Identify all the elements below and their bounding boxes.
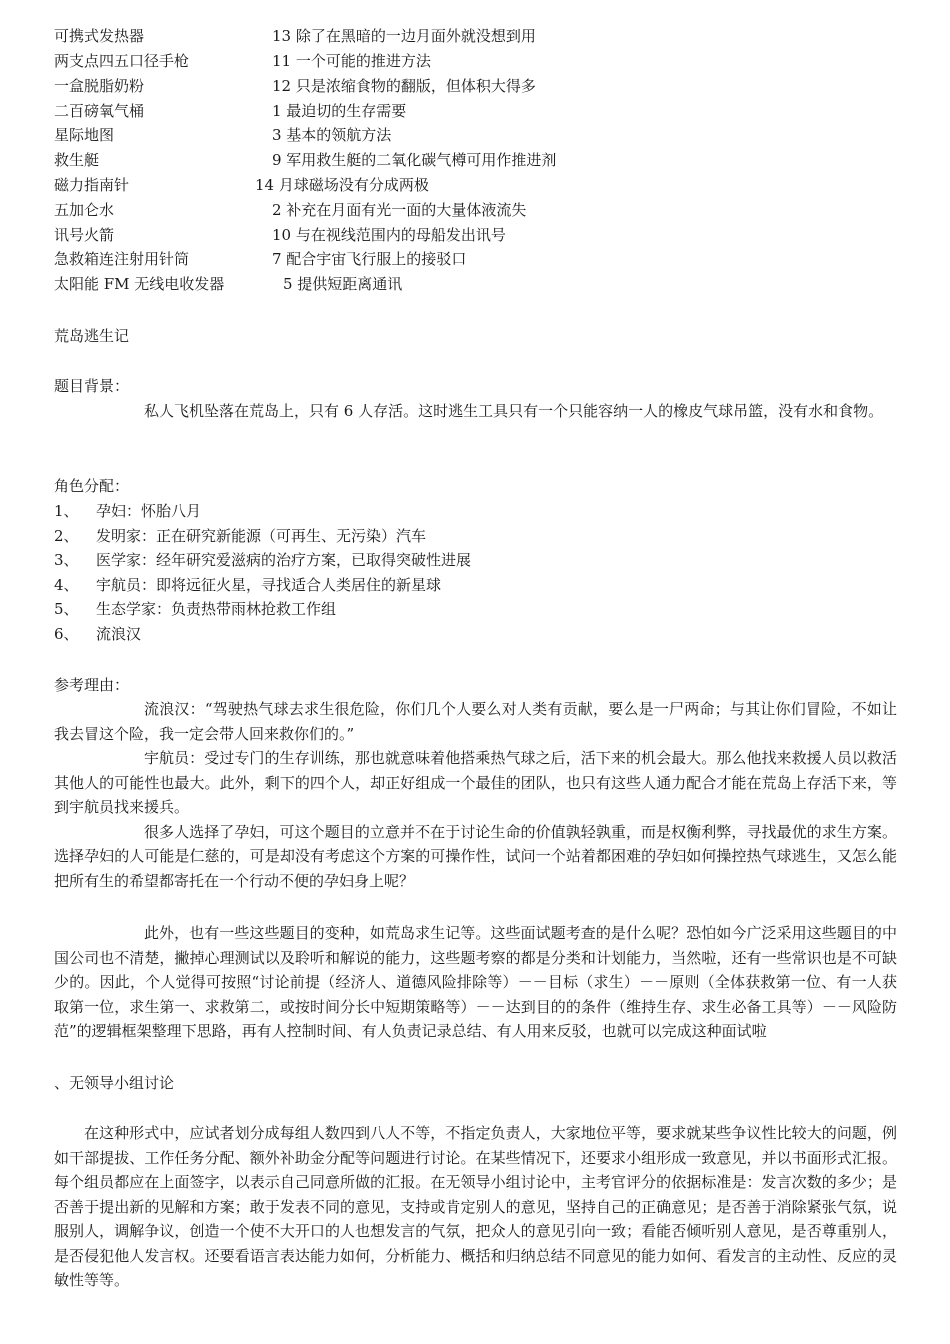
role-number: 2、	[54, 526, 79, 545]
item-score: 7 配合宇宙飞行服上的接驳口	[272, 250, 467, 268]
item-score: 12 只是浓缩食物的翻版，但体积大得多	[272, 77, 536, 95]
item-name: 急救箱连注射用针筒	[54, 250, 190, 268]
item-name: 讯号火箭	[54, 226, 115, 244]
roles-list	[54, 499, 471, 646]
reasons-heading: 参考理由：	[54, 676, 130, 694]
item-score: 11 一个可能的推进方法	[272, 52, 431, 70]
reason-paragraph: 很多人选择了孕妇，可这个题目的立意并不在于讨论生命的价值孰轻孰重，而是权衡利弊，寻找最优的求生方案。选择孕妇的人可能是仁慈的，可是却没有考虑这个方案的可操作性，试问一个站着都困难的孕妇如何操控热气球逃生，又怎么能把所有生的希望都寄托在一个行动不便的孕妇身上呢？	[54, 822, 897, 890]
summary-block	[54, 921, 897, 1044]
role-text: 发明家：正在研究新能源（可再生、无污染）汽车	[96, 526, 427, 545]
item-name: 磁力指南针	[54, 176, 130, 194]
role-text: 宇航员：即将远征火星，寻找适合人类居住的新星球	[96, 575, 442, 594]
item-score: 2 补充在月面有光一面的大量体液流失	[272, 201, 527, 219]
role-text: 医学家：经年研究爱滋病的治疗方案，已取得突破性进展	[96, 551, 472, 569]
item-name: 救生艇	[54, 151, 100, 169]
background-text-block	[54, 399, 897, 424]
reason-paragraph: 宇航员：受过专门的生存训练，那也就意味着他搭乘热气球之后，活下来的机会最大。那么他找来救援人员以救活其他人的可能性也最大。此外，剩下的四个人，却正好组成一个最佳的团队，也只有这些人通力配合才能在荒岛上存活下来，等到宇航员找来援兵。	[54, 749, 897, 816]
item-score: 5 提供短距离通讯	[283, 275, 403, 293]
list-item	[54, 499, 471, 524]
summary-paragraph: 此外，也有一些这些题目的变种，如荒岛求生记等。这些面试题考查的是什么呢？恐怕如今广泛采用这些题目的中国公司也不清楚，撇掉心理测试以及聆听和解说的能力，这些题考察的都是分类和计划能力，当然啦，还有一些常识也是不可缺少的。因此，个人觉得可按照“讨论前提（经济人、道德风险排除等）－－目标（求生）－－原则（全体获救第一位、有一人获取第一位，求生第一、求救第二，或按时间分长中短期策略等）－－达到目的的条件（维持生存、求生必备工具等）－－风险防范”的逻辑框架整理下思路，再有人控制时间、有人负责记录总结、有人用来反驳，也就可以完成这种面试啦	[54, 924, 897, 1040]
list-item	[54, 622, 471, 647]
section-title: 荒岛逃生记	[54, 327, 130, 345]
item-name: 一盒脱脂奶粉	[54, 77, 145, 95]
background-heading: 题目背景：	[54, 377, 130, 395]
role-text: 流浪汉	[96, 624, 142, 643]
item-name: 太阳能 FM 无线电收发器	[54, 275, 225, 293]
item-name: 两支点四五口径手枪	[54, 52, 190, 70]
item-score: 9 军用救生艇的二氧化碳气樽可用作推进剂	[272, 151, 557, 169]
role-number: 5、	[54, 600, 79, 618]
role-number: 6、	[54, 624, 79, 643]
item-score: 13 除了在黑暗的一边月面外就没想到用	[272, 27, 536, 45]
list-item	[54, 548, 471, 573]
group-block	[54, 1121, 897, 1293]
roles-heading: 角色分配：	[54, 477, 130, 495]
list-item	[54, 573, 471, 598]
list-item	[54, 597, 471, 622]
item-score: 14 月球磁场没有分成两极	[255, 176, 429, 194]
item-name: 二百磅氧气桶	[54, 102, 145, 120]
item-name: 可携式发热器	[54, 27, 145, 45]
item-score: 3 基本的领航方法	[272, 126, 392, 144]
list-item	[54, 524, 471, 549]
item-score: 10 与在视线范围内的母船发出讯号	[272, 226, 506, 244]
item-name: 星际地图	[54, 126, 115, 144]
item-score: 1 最迫切的生存需要	[272, 102, 407, 120]
role-text: 生态学家：负责热带雨林抢救工作组	[96, 600, 337, 618]
role-number: 4、	[54, 575, 79, 594]
group-paragraph: 在这种形式中，应试者划分成每组人数四到八人不等，不指定负责人，大家地位平等，要求就某些争议性比较大的问题，例如干部提拔、工作任务分配、额外补助金分配等问题进行讨论。在某些情况下，还要求小组形成一致意见，并以书面形式汇报。每个组员都应在上面签字，以表示自己同意所做的汇报。在无领导小组讨论中，主考官评分的依据标准是：发言次数的多少；是否善于提出新的见解和方案；敢于发表不同的意见，支持或肯定别人的意见，坚持自己的正确意见；是否善于消除紧张气氛，说服别人，调解争议，创造一个使不大开口的人也想发言的气氛，把众人的意见引向一致；看能否倾听别人意见，是否尊重别人，是否侵犯他人发言权。还要看语言表达能力如何，分析能力、概括和归纳总结不同意见的能力如何、看发言的主动性、反应的灵敏性等等。	[54, 1124, 897, 1289]
background-text: 私人飞机坠落在荒岛上，只有 6 人存活。这时逃生工具只有一个只能容纳一人的橡皮气球吊篮，没有水和食物。	[144, 402, 884, 420]
group-heading: 、无领导小组讨论	[54, 1074, 175, 1092]
role-number: 3、	[54, 551, 79, 569]
role-number: 1、	[54, 502, 79, 520]
reasons-block	[54, 697, 897, 893]
reason-paragraph: 流浪汉：“驾驶热气球去求生很危险，你们几个人要么对人类有贡献，要么是一尸两命；与其让你们冒险，不如让我去冒这个险，我一定会带人回来救你们的。”	[54, 700, 897, 743]
role-text: 孕妇：怀胎八月	[96, 502, 202, 520]
item-name: 五加仑水	[54, 201, 115, 219]
